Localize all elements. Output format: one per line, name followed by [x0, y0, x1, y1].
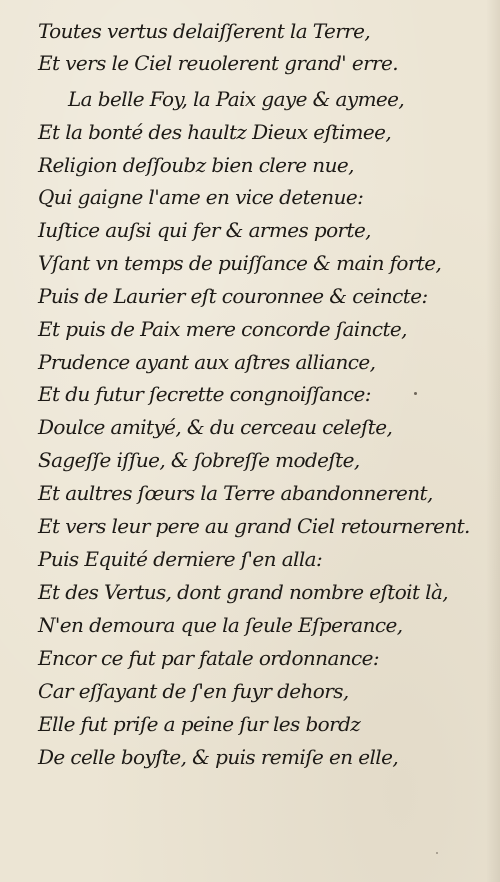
verse-line: Iuſtice auſsi qui fer & armes porte, — [38, 218, 371, 242]
verse-line: Doulce amityé, & du cerceau celeſte, — [38, 415, 393, 439]
verse-line: Qui gaigne l'ame en vice detenue: — [38, 185, 364, 209]
verse-line: Puis Equité derniere ſ'en alla: — [38, 547, 323, 571]
verse-line: Vſant vn temps de puiſſance & main forte, — [38, 251, 442, 275]
verse-line: La belle Foy, la Paix gaye & aymee, — [68, 87, 405, 111]
verse-line: De celle boyſte, & puis remiſe en elle, — [38, 745, 399, 769]
ink-speck — [436, 852, 438, 854]
verse-line: Et vers le Ciel reuolerent grand' erre. — [38, 51, 398, 75]
verse-line: Et des Vertus, dont grand nombre eſtoit là, — [38, 580, 449, 604]
ink-speck — [414, 392, 417, 395]
verse-line: Et puis de Paix mere concorde ſaincte, — [38, 317, 407, 341]
verse-line: Et aultres ſœurs la Terre abandonnerent, — [38, 481, 433, 505]
verse-line: Puis de Laurier eſt couronnee & ceincte: — [38, 284, 428, 308]
page-edge-shadow — [486, 0, 500, 882]
verse-line: Encor ce fut par fatale ordonnance: — [38, 646, 380, 670]
verse-line: Et la bonté des haultz Dieux eſtimee, — [38, 120, 392, 144]
verse-line: Sageſſe iſſue, & ſobreſſe modeſte, — [38, 448, 360, 472]
verse-line: Et vers leur pere au grand Ciel retournerent. — [38, 514, 470, 538]
verse-line: Et du futur ſecrette congnoiſſance: — [38, 382, 371, 406]
verse-line: Car eſſayant de ſ'en fuyr dehors, — [38, 679, 349, 703]
verse-line: Religion deſſoubz bien clere nue, — [38, 153, 354, 177]
verse-line: Elle fut priſe a peine ſur les bordz — [38, 712, 361, 736]
verse-line: Toutes vertus delaiſſerent la Terre, — [38, 19, 371, 43]
verse-line: N'en demoura que la ſeule Eſperance, — [38, 613, 403, 637]
verse-line: Prudence ayant aux aſtres alliance, — [38, 350, 376, 374]
